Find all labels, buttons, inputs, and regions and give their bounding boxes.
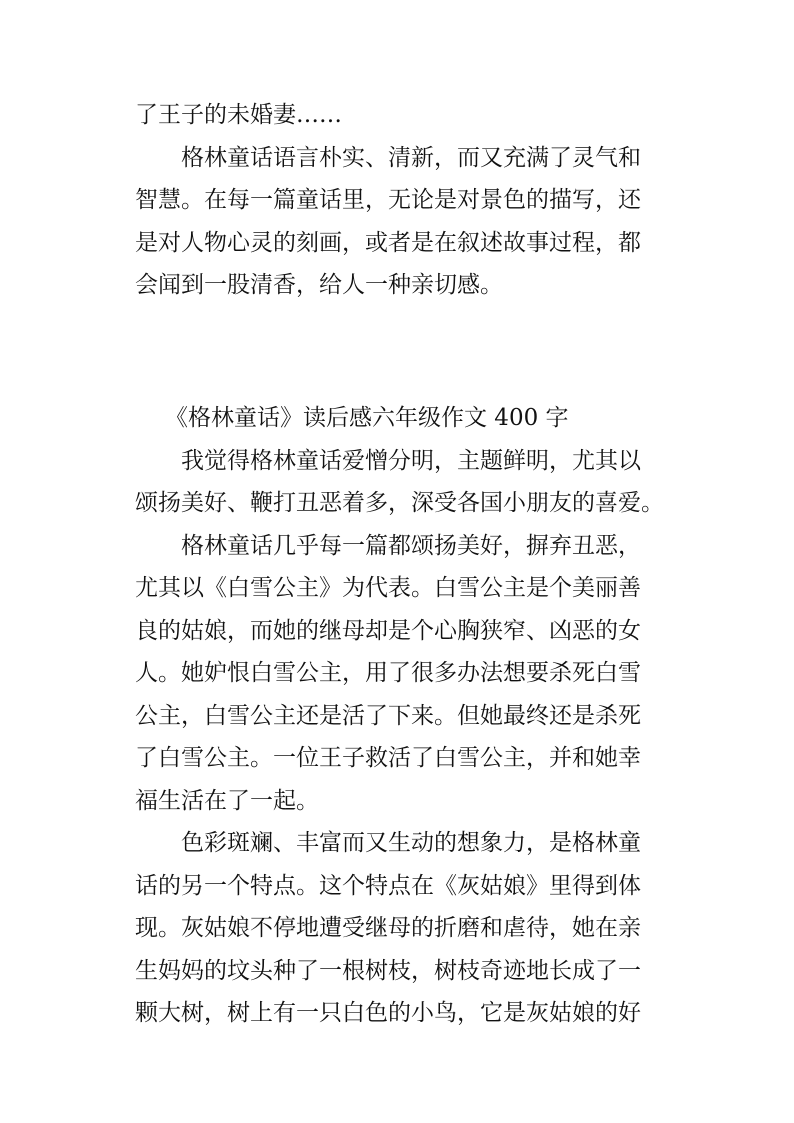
paragraph-line: 了王子的未婚妻……	[135, 102, 342, 128]
paragraph-line: 格林童话语言朴实、清新，而又充满了灵气和	[181, 145, 641, 171]
paragraph-line: 智慧。在每一篇童话里，无论是对景色的描写，还	[135, 187, 641, 213]
paragraph-line: 颗大树，树上有一只白色的小鸟，它是灰姑娘的好	[135, 1000, 641, 1026]
paragraph-line: 我觉得格林童话爱憎分明，主题鲜明，尤其以	[181, 448, 641, 474]
paragraph-line: 尤其以《白雪公主》为代表。白雪公主是个美丽善	[135, 575, 641, 601]
paragraph-line: 福生活在了一起。	[135, 788, 319, 814]
paragraph-line: 是对人物心灵的刻画，或者是在叙述故事过程，都	[135, 230, 641, 256]
paragraph-line: 人。她妒恨白雪公主，用了很多办法想要杀死白雪	[135, 660, 641, 686]
paragraph-line: 公主，白雪公主还是活了下来。但她最终还是杀死	[135, 703, 641, 729]
paragraph-line: 颂扬美好、鞭打丑恶着多，深受各国小朋友的喜爱。	[135, 490, 664, 516]
paragraph-line: 色彩斑斓、丰富而又生动的想象力，是格林童	[181, 830, 641, 856]
paragraph-line: 话的另一个特点。这个特点在《灰姑娘》里得到体	[135, 873, 641, 899]
paragraph-line: 格林童话几乎每一篇都颂扬美好，摒弃丑恶，	[181, 533, 641, 559]
paragraph-line: 了白雪公主。一位王子救活了白雪公主，并和她幸	[135, 745, 641, 771]
paragraph-line: 生妈妈的坟头种了一根树枝，树枝奇迹地长成了一	[135, 958, 641, 984]
paragraph-line: 会闻到一股清香，给人一种亲切感。	[135, 272, 503, 298]
paragraph-line: 良的姑娘，而她的继母却是个心胸狭窄、凶恶的女	[135, 618, 641, 644]
essay-title: 《格林童话》读后感六年级作文 400 字	[165, 405, 569, 431]
paragraph-line: 现。灰姑娘不停地遭受继母的折磨和虐待，她在亲	[135, 915, 641, 941]
